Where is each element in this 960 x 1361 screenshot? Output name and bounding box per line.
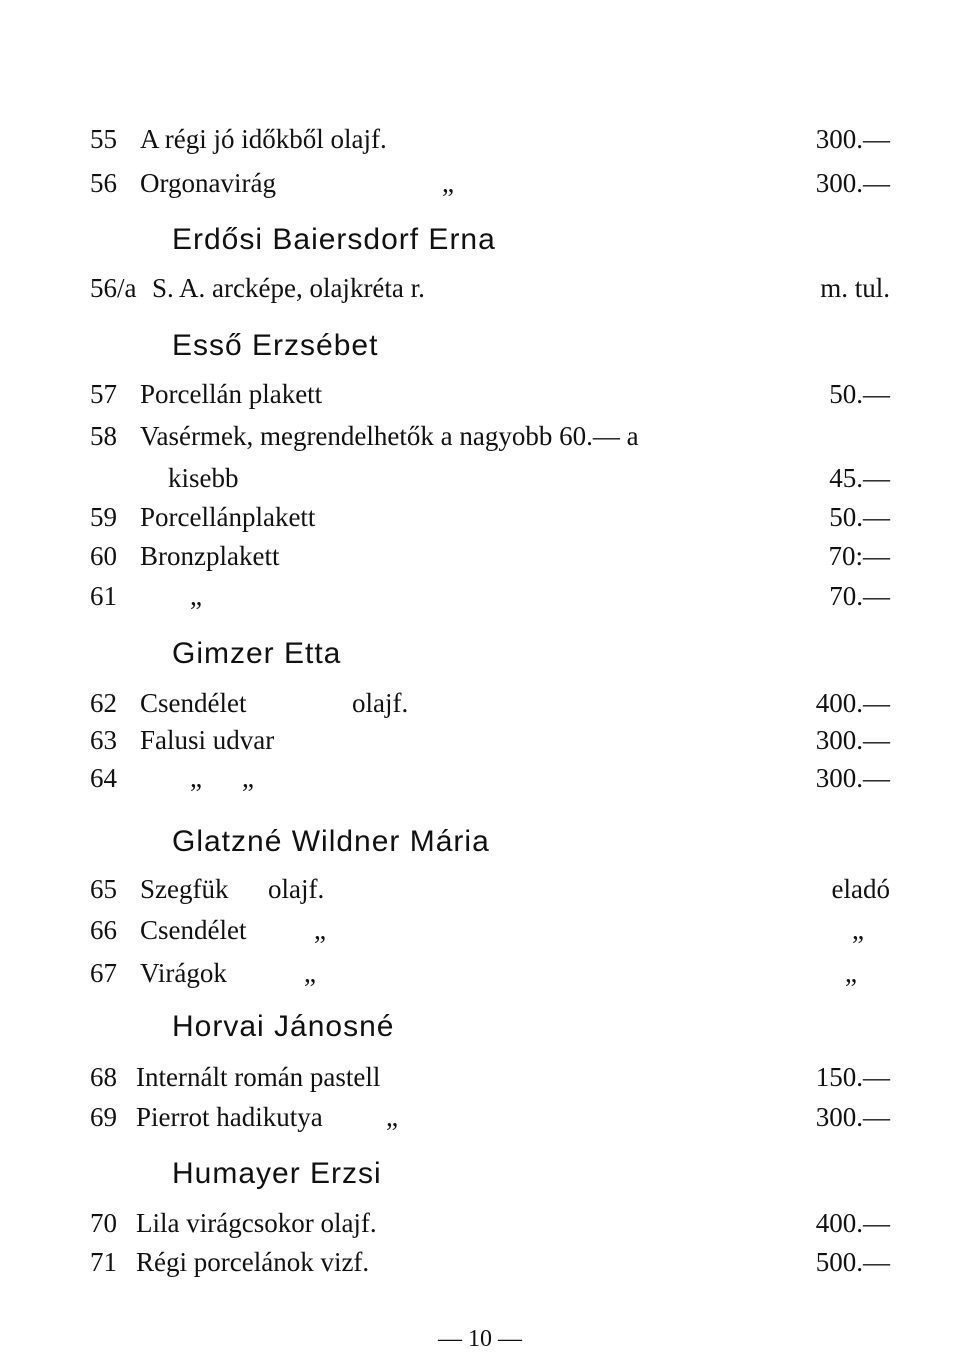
ditto-mark: „ (314, 915, 326, 945)
artist-heading: Glatzné Wildner Mária (172, 825, 490, 858)
entry-60 (90, 536, 890, 576)
entry-title: Pierrot hadikutya (136, 1102, 323, 1132)
entry-65 (90, 869, 890, 909)
entry-number: 61 (90, 581, 117, 611)
entry-title: A régi jó időkből olajf. (140, 124, 387, 154)
entry-price: eladó (831, 874, 890, 904)
entry-58 (90, 416, 890, 456)
ditto-mark: „ (442, 168, 454, 198)
entry-number: 56/a (90, 273, 137, 303)
page-number: — 10 — (438, 1326, 522, 1352)
entry-61 (90, 576, 890, 616)
entry-57 (90, 374, 890, 414)
entry-title: Régi porcelánok vizf. (136, 1247, 370, 1277)
entry-55 (90, 119, 890, 159)
entry-number: 60 (90, 541, 117, 571)
entry-number: 65 (90, 874, 117, 904)
artist-heading: Esső Erzsébet (172, 329, 379, 362)
entry-price: 400.— (815, 688, 890, 718)
entry-title: S. A. arcképe, olajkréta r. (152, 273, 425, 303)
entry-price: 400.— (815, 1208, 890, 1238)
entry-58-continuation (90, 458, 890, 498)
entry-number: 62 (90, 688, 117, 718)
entry-number: 59 (90, 502, 117, 532)
entry-title: Virágok (140, 958, 227, 988)
entry-title: Orgonavirág (140, 168, 276, 198)
entry-price: „ (852, 915, 864, 945)
entry-number: 57 (90, 379, 117, 409)
entry-price: 500.— (815, 1247, 890, 1277)
entry-medium: olajf. (352, 688, 409, 718)
entry-70 (90, 1203, 890, 1243)
entry-71 (90, 1242, 890, 1282)
entry-number: 55 (90, 124, 117, 154)
entry-62 (90, 683, 890, 723)
ditto-mark: „ (190, 763, 202, 793)
entry-title: Porcellán plakett (140, 379, 323, 409)
entry-number: 64 (90, 763, 117, 793)
entry-number: 69 (90, 1102, 117, 1132)
artist-heading: Gimzer Etta (172, 637, 342, 670)
entry-number: 70 (90, 1208, 117, 1238)
entry-56a (90, 268, 890, 308)
artist-heading: Erdősi Baiersdorf Erna (172, 223, 496, 256)
entry-price: 150.— (815, 1062, 890, 1092)
entry-title: Csendélet (140, 915, 247, 945)
entry-price: 300.— (815, 124, 890, 154)
entry-price: 300.— (815, 1102, 890, 1132)
entry-price: 45.— (829, 463, 890, 493)
entry-number: 63 (90, 725, 117, 755)
entry-number: 58 (90, 421, 117, 451)
entry-title: Porcellánplakett (140, 502, 316, 532)
entry-number: 71 (90, 1247, 117, 1277)
entry-title-continuation: kisebb (168, 463, 239, 493)
entry-64 (90, 758, 890, 798)
entry-title: Lila virágcsokor olajf. (136, 1208, 377, 1238)
entry-number: 67 (90, 958, 117, 988)
entry-price: „ (845, 958, 857, 988)
artist-heading: Humayer Erzsi (172, 1157, 382, 1190)
ditto-mark: „ (386, 1102, 398, 1132)
entry-title: Csendélet (140, 688, 247, 718)
entry-medium: olajf. (268, 874, 325, 904)
entry-price: 50.— (829, 379, 890, 409)
ditto-mark: „ (242, 763, 254, 793)
entry-67 (90, 953, 890, 993)
entry-title: Szegfük (140, 874, 229, 904)
entry-title: Falusi udvar (140, 725, 275, 755)
entry-69 (90, 1097, 890, 1137)
entry-66 (90, 910, 890, 950)
entry-56 (90, 163, 890, 203)
ditto-mark: „ (304, 958, 316, 988)
entry-title: Vasérmek, megrendelhetők a nagyobb 60.— a (140, 421, 639, 451)
entry-price: 70.— (829, 581, 890, 611)
entry-price: 300.— (815, 725, 890, 755)
entry-price: 70:— (828, 541, 890, 571)
entry-number: 66 (90, 915, 117, 945)
entry-59 (90, 497, 890, 537)
entry-title: Internált román pastell (136, 1062, 381, 1092)
entry-title: Bronzplakett (140, 541, 280, 571)
entry-price: 300.— (815, 168, 890, 198)
ditto-mark: „ (190, 581, 202, 611)
entry-number: 68 (90, 1062, 117, 1092)
artist-heading: Horvai Jánosné (172, 1010, 395, 1043)
entry-63 (90, 720, 890, 760)
entry-68 (90, 1057, 890, 1097)
entry-number: 56 (90, 168, 117, 198)
entry-price: 300.— (815, 763, 890, 793)
entry-price: m. tul. (820, 273, 890, 303)
entry-price: 50.— (829, 502, 890, 532)
